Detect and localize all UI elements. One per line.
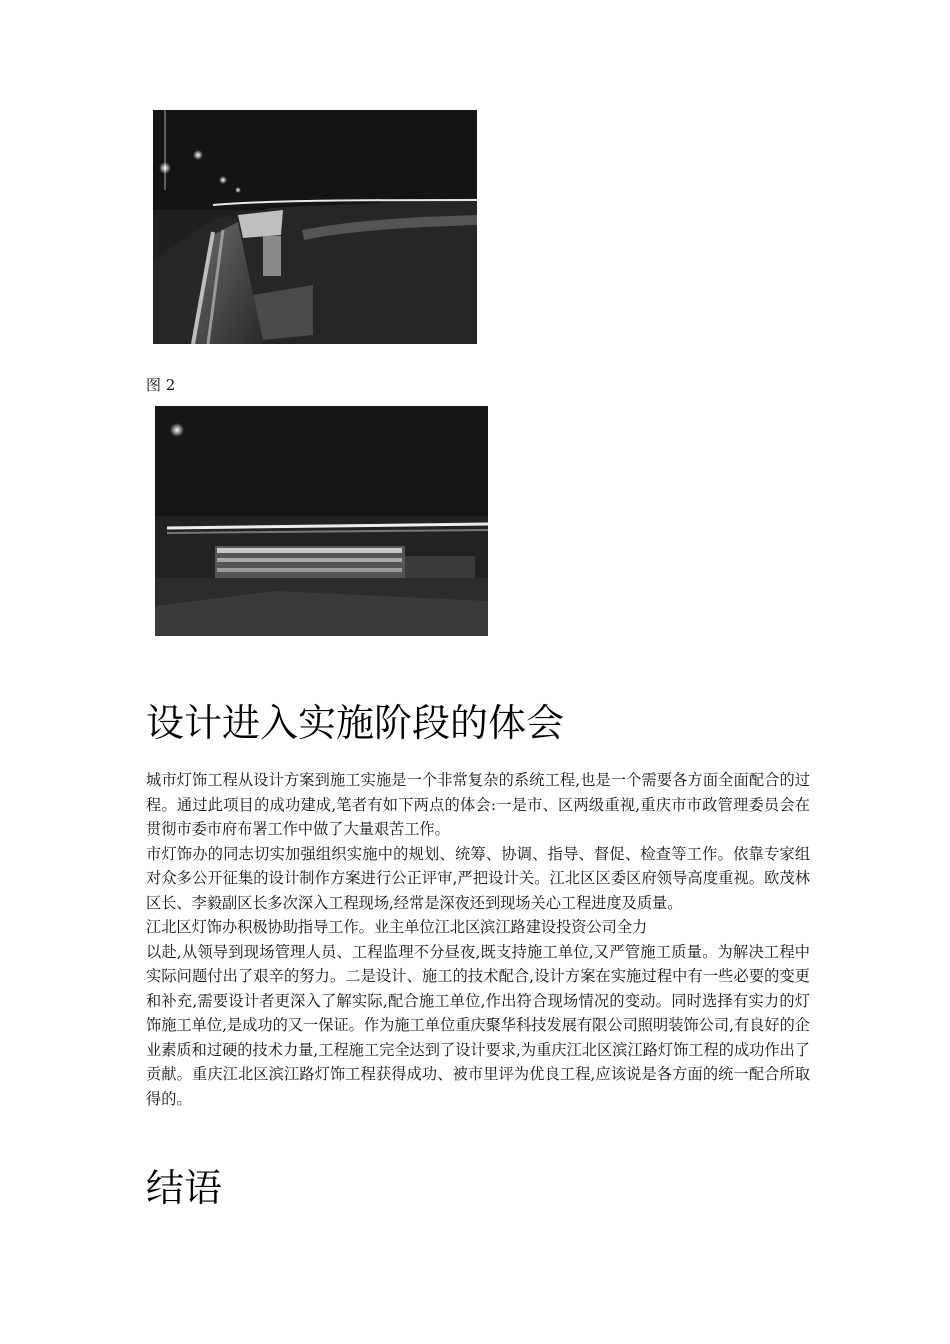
section-body <box>146 768 810 1111</box>
paragraph: 城市灯饰工程从设计方案到施工实施是一个非常复杂的系统工程,也是一个需要各方面全面配合的过程。通过此项目的成功建成,笔者有如下两点的体会:一是市、区两级重视,重庆市市政管理委员会在贯彻市委市府布署工作中做了大量艰苦工作。 <box>146 771 810 838</box>
paragraph: 江北区灯饰办积极协助指导工作。业主单位江北区滨江路建设投资公司全力 <box>146 918 648 936</box>
paragraph: 市灯饰办的同志切实加强组织实施中的规划、统筹、协调、指导、督促、检查等工作。依靠专家组对众多公开征集的设计制作方案进行公正评审,严把设计关。江北区区委区府领导高度重视。欧茂林区长、李毅副区长多次深入工程现场,经常是深夜还到现场关心工程进度及质量。 <box>146 844 810 912</box>
paragraph: 以赴,从领导到现场管理人员、工程监理不分昼夜,既支持施工单位,又严管施工质量。为解决工程中实际问题付出了艰辛的努力。二是设计、施工的技术配合,设计方案在实施过程中有一些必要的变更和补充,需要设计者更深入了解实际,配合施工单位,作出符合现场情况的变动。同时选择有实力的灯饰施工单位,是成功的又一保证。作为施工单位重庆聚华科技发展有限公司照明装饰公司,有良好的企业素质和过硬的技术力量,工程施工完全达到了设计要求,为重庆江北区滨江路灯饰工程的成功作出了贡献。重庆江北区滨江路灯饰工程获得成功、被市里评为优良工程,应该说是各方面的统一配合所取得的。 <box>146 942 810 1108</box>
night-riverside-road-photo <box>153 110 477 344</box>
conclusion-title: 结语 <box>146 1166 223 1210</box>
section-title: 设计进入实施阶段的体会 <box>146 701 565 745</box>
figure-caption: 图 2 <box>146 376 176 394</box>
night-bridge-buildings-photo <box>155 406 488 636</box>
